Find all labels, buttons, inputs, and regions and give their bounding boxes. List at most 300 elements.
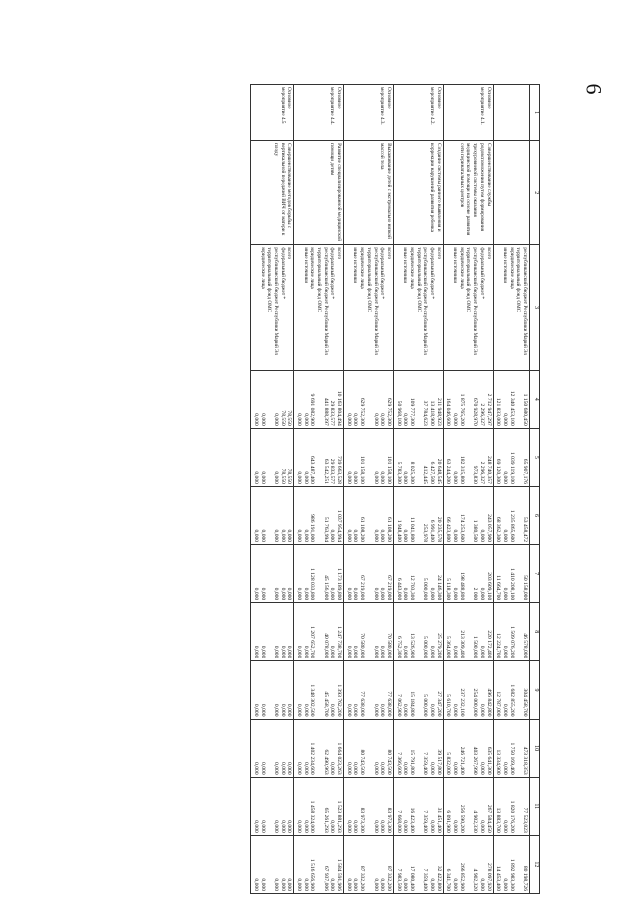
value: 1 682 855,200 [508, 684, 515, 717]
value: 0,000 [501, 820, 508, 833]
cell-line: всего [435, 247, 442, 260]
value: 0,000 [402, 762, 409, 775]
value-cell [393, 545, 443, 603]
column-number-header: 1 [530, 85, 540, 141]
value: 0,000 [452, 587, 459, 601]
value: 1 348 302,500 [309, 684, 316, 717]
value: 0,000 [302, 587, 309, 601]
value: 29 833,577 [329, 400, 336, 426]
cell-line: юридические лица [259, 247, 266, 289]
value: 121 833,000 [495, 397, 502, 426]
value: 0,000 [259, 471, 266, 484]
value: 1 948,400 [395, 519, 402, 543]
value: 27 347,200 [435, 691, 442, 717]
value-cell [493, 545, 529, 603]
value: 1 820 176,200 [508, 800, 515, 833]
value: 5 118,300 [445, 578, 452, 601]
cell-line: республиканский бюджет Республики Марий Эл [322, 247, 329, 355]
value: 70 580,000 [385, 633, 392, 659]
value: 45 458,700 [322, 691, 329, 717]
value: 14 453,400 [495, 865, 502, 891]
value: 0,000 [296, 878, 302, 891]
value: 101 158,100 [359, 455, 366, 484]
value-cell [294, 835, 344, 893]
value: 0,000 [345, 471, 352, 484]
value: 0,000 [429, 703, 436, 717]
value: 1 892 983,300 [508, 858, 515, 891]
table-row [251, 85, 294, 894]
event-number-cell: Основное мероприятие 4.5 [251, 85, 294, 141]
value: 5 610,700 [445, 694, 452, 717]
column-number-header: 11 [530, 777, 540, 835]
value: 1 410 208,100 [508, 568, 515, 601]
value: 0,000 [252, 529, 259, 543]
value-cell [443, 545, 493, 603]
value: 0,000 [379, 587, 386, 601]
value: 0,000 [452, 413, 459, 426]
value-cell [493, 428, 529, 486]
value: 5 364,000 [445, 636, 452, 659]
value: 0,000 [329, 529, 336, 543]
value: 51 763,994 [322, 516, 329, 543]
value: 7 062,900 [395, 694, 402, 717]
value: 0,000 [296, 703, 302, 717]
value: 70 580,000 [359, 633, 366, 659]
value: 0,000 [372, 587, 379, 601]
value: 63 542,251 [322, 458, 329, 484]
value: 12 224,700 [495, 633, 502, 659]
value: 0,000 [329, 587, 336, 601]
value: 1 523 881,293 [336, 800, 343, 833]
value-cell [294, 486, 344, 544]
value: 69 120,300 [495, 458, 502, 484]
value: 1 150 680,450 [522, 393, 528, 426]
value-cell [344, 370, 394, 428]
value: 0,000 [296, 762, 302, 775]
value: 50 158,000 [522, 575, 528, 601]
cell-line: территориальный фонд ОМС [365, 247, 372, 313]
cell-line: республиканский бюджет Республики Марий Эл [422, 247, 429, 355]
value: 0,000 [372, 529, 379, 543]
cell-line: республиканский бюджет Республики Марий Эл [272, 247, 279, 355]
value: 0,000 [302, 471, 309, 484]
value: 0,000 [252, 820, 259, 833]
value-cell [294, 719, 344, 777]
value: 15 184,800 [409, 691, 415, 717]
value-cell [344, 719, 394, 777]
cell-line: всего [336, 247, 343, 260]
value: 77 523,023 [522, 807, 528, 833]
value: 0,000 [296, 820, 302, 833]
value: 53 458,472 [522, 516, 528, 543]
value-cell [251, 777, 294, 835]
table-row [443, 85, 493, 894]
value: 7 983,500 [395, 868, 402, 891]
description-cell [493, 141, 529, 245]
value: 248 740,357 [485, 455, 492, 484]
value: 2 296,327 [478, 403, 485, 426]
value: 0,000 [252, 413, 259, 426]
value-cell [393, 661, 443, 719]
value: 77 638,000 [385, 691, 392, 717]
source-cell [493, 245, 529, 370]
value: 67 219,000 [385, 575, 392, 601]
value: 2 712 947,297 [485, 393, 492, 426]
value: 0,000 [296, 529, 302, 543]
value-cell [251, 486, 294, 544]
value: 164 046,600 [445, 397, 452, 426]
value: 7 366,600 [395, 752, 402, 775]
value: 0,000 [279, 529, 286, 543]
value: 67 937,006 [322, 865, 329, 891]
cell-line: территориальный фонд ОМС [415, 247, 422, 313]
value-cell [393, 603, 443, 661]
cell-line: федеральный бюджет * [379, 247, 386, 300]
value: 10 163 804,494 [336, 390, 343, 426]
value: 0,000 [286, 878, 293, 891]
value-cell [344, 661, 394, 719]
value-cell [443, 370, 493, 428]
value: 0,000 [501, 703, 508, 717]
value: 68 362,300 [495, 516, 502, 543]
value: 473 318,353 [522, 746, 528, 775]
value: 496 842,800 [485, 688, 492, 717]
value: 0,000 [402, 878, 409, 891]
value-cell [251, 370, 294, 428]
value-cell [493, 661, 529, 719]
value: 40 078,000 [322, 633, 329, 659]
cell-line: республиканский бюджет Республики Марий Эл [472, 247, 479, 355]
value: 0,000 [352, 471, 359, 484]
value: 198 488,800 [458, 572, 465, 601]
value: 278 097,920 [485, 863, 492, 891]
value-cell [294, 777, 344, 835]
value: 0,000 [272, 878, 279, 891]
funding-source-cell [294, 245, 344, 370]
value: 20 648,545 [435, 458, 442, 484]
value: 0,000 [272, 471, 279, 484]
cell-line: иные источники [302, 247, 309, 284]
funding-source-cell [344, 245, 394, 370]
value: 0,000 [345, 703, 352, 717]
value: 0,000 [478, 703, 485, 717]
value: 7 668,000 [395, 810, 402, 833]
value: 237 232,100 [458, 688, 465, 717]
value: 0,000 [379, 820, 386, 833]
value: 986 191,000 [309, 514, 316, 543]
value: 253,978 [422, 523, 429, 543]
value: 1 402 234,600 [309, 742, 316, 775]
value: 643 487,400 [309, 455, 316, 484]
value-cell [251, 835, 294, 893]
value: 8 025,300 [409, 461, 415, 484]
value: 0,000 [352, 529, 359, 543]
value: 0,000 [452, 820, 459, 833]
value-cell [294, 545, 344, 603]
value: 0,000 [345, 645, 352, 659]
value: 2 296,327 [478, 461, 485, 484]
value: 0,000 [302, 703, 309, 717]
value: 15 791,800 [409, 749, 415, 775]
value: 0,000 [501, 762, 508, 775]
value: 0,000 [501, 471, 508, 484]
value: 0,000 [352, 820, 359, 833]
value: 77 638,000 [359, 691, 366, 717]
value: 0,000 [478, 762, 485, 775]
value: 0,000 [501, 645, 508, 659]
value-cell [251, 428, 294, 486]
value: 5 832,000 [445, 752, 452, 775]
cell-line: территориальный фонд ОМС [316, 247, 323, 313]
value-cell [344, 428, 394, 486]
value: 6 341,700 [445, 868, 452, 891]
value: 267 584,450 [485, 804, 492, 833]
value-cell [393, 428, 443, 486]
value: 24 146,300 [435, 575, 442, 601]
value: 0,000 [501, 878, 508, 891]
value: 0,000 [252, 471, 259, 484]
value-cell [251, 603, 294, 661]
value: 31 451,400 [435, 807, 442, 833]
value: 0,000 [259, 762, 266, 775]
value: 29 833,577 [329, 458, 336, 484]
value: 101 158,100 [385, 455, 392, 484]
value: 46 578,000 [522, 633, 528, 659]
value: 0,000 [478, 529, 485, 543]
event-description-cell: Совершенствование методов борьбы с вертикальной передачей ВИЧ от матери к плоду [251, 141, 294, 245]
value: 256 590,200 [458, 804, 465, 833]
value: 0,000 [372, 413, 379, 426]
cell-line: юридические лица [508, 247, 515, 289]
value: 0,000 [402, 820, 409, 833]
value: 78,550 [279, 468, 286, 484]
value: 0,000 [286, 820, 293, 833]
event-description-cell: Создание системы раннего выявления и коррекции нарушений развития ребенка [393, 141, 443, 245]
value: 243 057,900 [485, 514, 492, 543]
value-cell [443, 835, 493, 893]
value: 629 752,300 [385, 397, 392, 426]
value: 0,000 [372, 471, 379, 484]
value: 0,000 [501, 413, 508, 426]
value: 0,000 [429, 878, 436, 891]
value-cell [493, 777, 529, 835]
value: 0,000 [259, 820, 266, 833]
value: 0,000 [352, 645, 359, 659]
value: 0,000 [429, 587, 436, 601]
value: 0,000 [329, 820, 336, 833]
value-cell [251, 545, 294, 603]
value-cell [443, 603, 493, 661]
value: 0,000 [272, 413, 279, 426]
value-cell [344, 835, 394, 893]
value: 5 000,000 [422, 694, 429, 717]
value: 0,000 [272, 587, 279, 601]
value: 13 418,900 [429, 400, 436, 426]
value: 5 000,000 [422, 577, 429, 601]
event-description-cell: Развитие специализированной медицинской помощи детям [294, 141, 344, 245]
value: 0,000 [272, 820, 279, 833]
value: 0,000 [345, 529, 352, 543]
value: 0,000 [352, 762, 359, 775]
value: 0,000 [478, 587, 485, 601]
event-number-cell: Основное мероприятие 4.3. [344, 85, 394, 141]
value: 0,000 [252, 645, 259, 659]
value: 83 973,300 [385, 807, 392, 833]
value: 266 852,900 [458, 863, 465, 891]
value: 0,000 [286, 645, 293, 659]
value: 0,000 [345, 820, 352, 833]
value: 254 000,000 [472, 688, 479, 717]
column-number-header: 3 [530, 245, 540, 370]
value-cell [393, 777, 443, 835]
cell-line: федеральный бюджет * [279, 247, 286, 300]
value: 0,000 [252, 587, 259, 601]
value: 213 309,400 [458, 630, 465, 659]
cell-line: всего [385, 247, 392, 260]
value: 0,000 [259, 587, 266, 601]
table-body [251, 85, 530, 894]
event-number-cell: Основное мероприятие 4.1. [443, 85, 493, 141]
table-row [393, 85, 443, 894]
value: 109 777,300 [409, 397, 415, 426]
value: 0,000 [329, 645, 336, 659]
event-cell [493, 85, 529, 141]
table-row [493, 85, 529, 894]
cell-line: юридические лица [309, 247, 316, 289]
value: 629 752,300 [359, 397, 366, 426]
cell-line: иные источники [501, 247, 508, 284]
value: 0,000 [272, 529, 279, 543]
value: 304 458,700 [522, 688, 528, 717]
value: 37 784,623 [422, 400, 429, 426]
cell-line: всего [286, 247, 293, 260]
value: 0,000 [452, 878, 459, 891]
value: 4 902,320 [472, 868, 479, 891]
value: 0,000 [302, 762, 309, 775]
cell-line: всего [485, 247, 492, 260]
value: 0,000 [429, 820, 436, 833]
value: 0,000 [379, 645, 386, 659]
value: 0,000 [272, 762, 279, 775]
financing-table [250, 84, 540, 894]
column-number-header: 9 [530, 661, 540, 719]
value: 13 526,900 [409, 633, 415, 659]
column-number-header: 6 [530, 486, 540, 544]
value: 0,000 [296, 471, 302, 484]
value: 16 423,400 [409, 807, 415, 833]
value: 739 663,528 [336, 455, 343, 484]
value: 220 172,400 [485, 630, 492, 659]
column-number-header: 12 [530, 835, 540, 893]
value: 1 235 865,600 [508, 509, 515, 543]
value: 1 380,500 [472, 519, 479, 543]
value-cell [443, 486, 493, 544]
page-number: 6 [581, 83, 607, 95]
value: 87 332,200 [359, 865, 366, 891]
value: 13 334,900 [495, 749, 502, 775]
value-cell [294, 370, 344, 428]
value-cell [251, 719, 294, 777]
value-cell [294, 603, 344, 661]
value: 0,000 [296, 587, 302, 601]
financing-table-rotated [100, 84, 540, 894]
cell-line: юридические лица [409, 247, 415, 289]
value: 1 173 189,800 [336, 568, 343, 601]
value: 0,000 [379, 529, 386, 543]
column-number-header: 10 [530, 719, 540, 777]
value-cell [443, 719, 493, 777]
value: 0,000 [302, 645, 309, 659]
value: 0,000 [259, 878, 266, 891]
column-number-header: 4 [530, 370, 540, 428]
column-number-header: 5 [530, 428, 540, 486]
value: 211 948,923 [435, 398, 442, 426]
value-cell [493, 835, 529, 893]
value: 80 743,500 [385, 749, 392, 775]
value: 403 267,990 [472, 746, 479, 775]
value: 6 443,000 [395, 577, 402, 601]
cell-line: иные источники [352, 247, 359, 284]
value-cell [393, 835, 443, 893]
cell-line: территориальный фонд ОМС [515, 247, 522, 313]
value: 0,000 [345, 878, 352, 891]
value: 0,000 [302, 878, 309, 891]
value: 1 875 765,200 [458, 393, 465, 426]
value: 0,000 [302, 820, 309, 833]
value: 1 393 762,200 [336, 684, 343, 717]
value: 45 156,000 [322, 575, 329, 601]
value: 9 691 082,900 [309, 393, 316, 426]
value: 0,000 [279, 762, 286, 775]
value: 0,000 [279, 703, 286, 717]
header-row [530, 85, 540, 894]
value: 4 902,330 [472, 810, 479, 833]
value: 0,000 [286, 529, 293, 543]
value: 1 247 738,700 [336, 626, 343, 659]
value: 1 037 954,994 [336, 509, 343, 543]
value: 0,000 [452, 703, 459, 717]
value: 0,000 [429, 762, 436, 775]
value: 61 108,200 [385, 516, 392, 543]
event-number-cell: Основное мероприятие 4.4. [294, 85, 344, 141]
value: 12 340 453,100 [508, 390, 515, 426]
value: 25 279,200 [435, 633, 442, 659]
value: 6 991,400 [429, 519, 436, 543]
cell-line: федеральный бюджет * [478, 247, 485, 300]
value: 0,000 [478, 878, 485, 891]
value: 0,000 [279, 587, 286, 601]
value: 66 423,800 [445, 516, 452, 543]
cell-line: иные источники [452, 247, 459, 284]
value: 0,000 [345, 587, 352, 601]
value: 0,000 [372, 878, 379, 891]
value-cell [493, 370, 529, 428]
value-cell [344, 545, 394, 603]
value: 0,000 [286, 587, 293, 601]
table-row [294, 85, 344, 894]
value: 0,000 [329, 878, 336, 891]
value: 203 609,100 [485, 572, 492, 601]
cell-line: республиканский бюджет Республики Марий Эл [522, 247, 528, 355]
value: 0,000 [272, 645, 279, 659]
value-cell [493, 603, 529, 661]
value: 1 509 076,200 [508, 626, 515, 659]
value: 87 332,200 [385, 865, 392, 891]
value: 635 641,300 [485, 746, 492, 775]
value: 0,000 [379, 878, 386, 891]
value: 0,000 [279, 878, 286, 891]
value: 5 783,300 [395, 461, 402, 484]
